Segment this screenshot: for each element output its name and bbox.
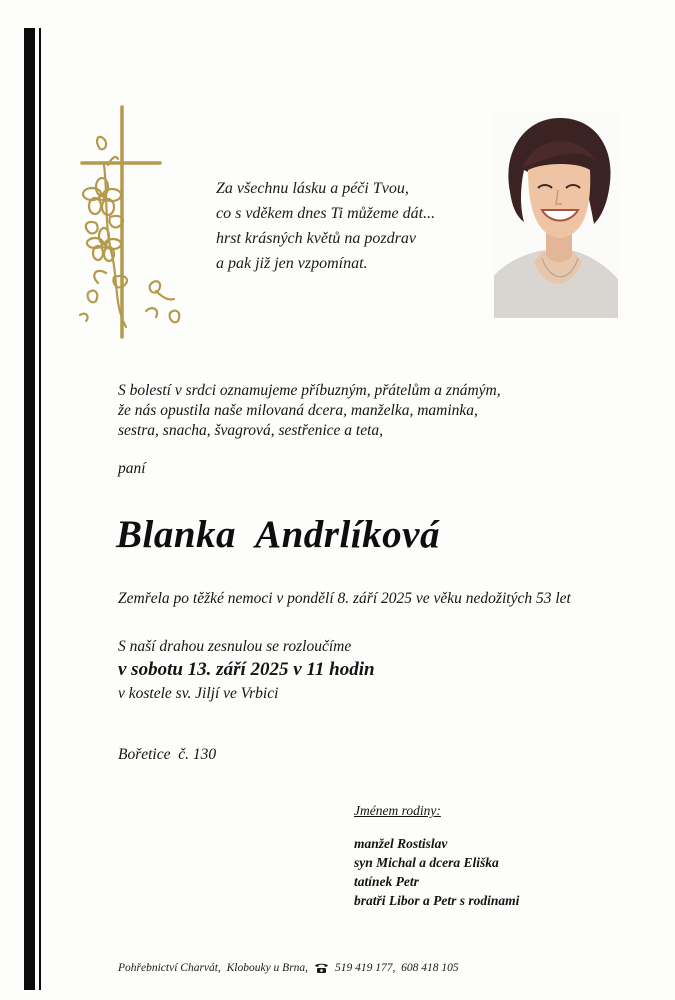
phone-numbers: 519 419 177, 608 418 105 [335,962,459,974]
death-notice: Zemřela po těžké nemoci v pondělí 8. září 2025 ve věku nedožitých 53 let [118,590,571,607]
portrait-illustration [494,112,618,318]
footer [118,962,459,974]
announcement-line: že nás opustila naše milovaná dcera, manželka, maminka, [118,402,478,419]
farewell-intro: S naší drahou zesnulou se rozloučíme [118,638,352,655]
farewell-date-time: v sobotu 13. září 2025 v 11 hodin [118,659,375,680]
announcement-line: S bolestí v srdci oznamujeme příbuzným, přátelům a známým, [118,382,501,399]
title-pani: paní [118,460,146,477]
poem-line: Za všechnu lásku a péči Tvou, [216,180,409,197]
family-member: bratři Libor a Petr s rodinami [354,893,520,908]
funeral-company: Pohřebnictví Charvát, Klobouky u Brna, [118,962,309,974]
announcement-text [118,381,501,441]
family-member: manžel Rostislav [354,836,448,851]
poem [216,176,435,276]
address: Bořetice č. 130 [118,746,217,763]
farewell-info [118,635,375,705]
farewell-place: v kostele sv. Jiljí ve Vrbici [118,685,279,702]
poem-line: a pak již jen vzpomínat. [216,255,368,272]
black-border-line [39,28,41,990]
portrait-photo [494,112,618,318]
black-border-bar [24,28,35,990]
poem-line: co s vděkem dnes Ti můžeme dát... [216,205,436,222]
poem-line: hrst krásných květů na pozdrav [216,230,416,247]
family-heading: Jménem rodiny: [354,803,441,818]
family-signatures [354,801,519,910]
announcement-line: sestra, snacha, švagrová, sestřenice a teta, [118,422,384,439]
cross-with-flowers-icon [78,105,190,340]
family-member: syn Michal a dcera Eliška [354,855,499,870]
deceased-name: Blanka Andrlíková [116,513,440,556]
telephone-icon [314,962,329,974]
family-member: tatínek Petr [354,874,419,889]
